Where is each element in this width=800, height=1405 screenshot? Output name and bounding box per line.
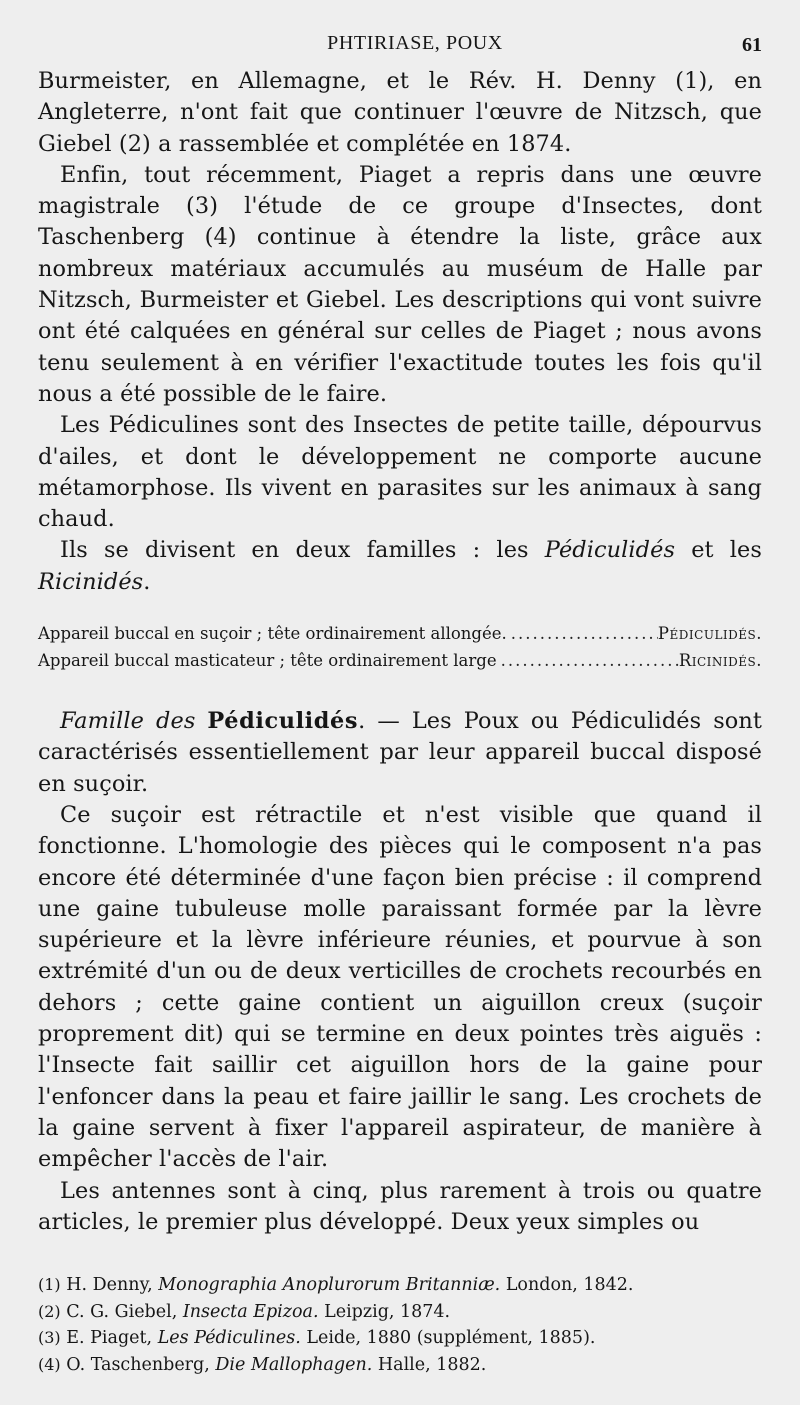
book-page (38, 28, 762, 1378)
family-heading-text: . — Les Poux ou Pédiculidés sont caractérisés essentiellement par leur appareil buccal disposé en suçoir. (38, 708, 762, 797)
footnote (38, 1325, 762, 1352)
footnote-work: Les Pédiculines. (157, 1328, 301, 1349)
footnote-rest: Leipzig, 1874. (318, 1301, 451, 1322)
footnote-marker: (4) (38, 1354, 61, 1374)
paragraph-sucoir: Ce suçoir est rétractile et n'est visible que quand il fonctionne. L'homologie des pièces qui le composent n'a pas encore été déterminée d'une façon bien précise : il comprend une gaine tubuleuse molle paraissant formée par la lèvre supérieure et la lèvre inférieure réunies, et pourvue à son extrémité d'un ou de deux verticilles de crochets recourbés en dehors ; cette gaine contient un aiguillon creux (suçoir proprement dit) qui se termine en deux pointes très aiguës : l'Insecte fait saillir cet aiguillon hors de la gaine pour l'enfoncer dans la peau et faire jaillir le sang. Les crochets de la gaine servent à fixer l'appareil aspirateur, de manière à empêcher l'accès de l'air. (38, 801, 762, 1173)
page-number: 61 (742, 34, 762, 56)
paragraph-pediculines-description: Les Pédiculines sont des Insectes de petite taille, dépourvus d'ailes, et dont le développement ne comporte aucune métamorphose. Ils vivent en parasites sur les animaux à sang chaud. (38, 412, 762, 533)
paragraph-antennes: Les antennes sont à cinq, plus rarement à trois ou quatre articles, le premier plus développé. Deux yeux simples ou (38, 1177, 762, 1235)
family-term-ricinides: Ricinidés (38, 568, 144, 595)
family-heading-prefix: Famille des (60, 708, 208, 735)
key-row (38, 620, 762, 647)
families-text-end: . (143, 568, 151, 595)
paragraph-denny-giebel: Burmeister, en Allemagne, et le Rév. H. Denny (1), en Angleterre, n'ont fait que continuer l'œuvre de Nitzsch, que Giebel (2) a rassemblée et complétée en 1874. (38, 68, 762, 157)
footnote-work: Die Mallophagen. (215, 1354, 373, 1375)
body-text (38, 66, 762, 1238)
footnotes (38, 1272, 762, 1378)
paragraph-family-pediculides (38, 706, 762, 800)
footnote-author: O. Taschenberg, (66, 1354, 216, 1375)
key-dot-leader (497, 647, 679, 674)
footnote-rest: London, 1842. (500, 1275, 634, 1296)
footnote-work: Monographia Anoplurorum Britanniæ. (158, 1275, 501, 1296)
paragraph-piaget: Enfin, tout récemment, Piaget a repris dans une œuvre magistrale (3) l'étude de ce groupe d'Insectes, dont Taschenberg (4) continue à étendre la liste, grâce aux nombreux matériaux accumulés au muséum de Halle par Nitzsch, Burmeister et Giebel. Les descriptions qui vont suivre ont été calquées en général sur celles de Piaget ; nous avons tenu seulement à en vérifier l'exactitude toutes les fois qu'il nous a été possible de le faire. (38, 161, 762, 407)
footnote (38, 1299, 762, 1326)
footnote-marker: (2) (38, 1301, 61, 1321)
footnote (38, 1272, 762, 1299)
footnote-marker: (1) (38, 1275, 61, 1295)
key-dot-leader (507, 620, 658, 647)
footnote-author: C. G. Giebel, (66, 1301, 183, 1322)
families-text-start: Ils se divisent en deux familles : les (60, 537, 545, 564)
footnote-rest: Leide, 1880 (supplément, 1885). (300, 1328, 596, 1349)
key-row (38, 647, 762, 674)
family-heading-name: Pédiculidés (207, 708, 359, 735)
footnote (38, 1352, 762, 1379)
key-description: Appareil buccal masticateur ; tête ordinairement large (38, 651, 497, 671)
paragraph-families (38, 535, 762, 598)
footnote-author: H. Denny, (66, 1275, 159, 1296)
key-result: Pédiculidés. (657, 624, 762, 644)
running-title: PHTIRIASE, POUX (327, 32, 503, 54)
footnote-author: E. Piaget, (66, 1328, 158, 1349)
family-term-pediculides: Pédiculidés (544, 537, 676, 564)
footnote-rest: Halle, 1882. (372, 1354, 487, 1375)
footnote-marker: (3) (38, 1328, 61, 1348)
families-text-mid: et les (675, 537, 762, 564)
identification-key (38, 620, 762, 674)
key-description: Appareil buccal en suçoir ; tête ordinairement allongée. (38, 624, 507, 644)
key-result: Ricinidés. (678, 651, 762, 671)
running-header (38, 28, 762, 66)
footnote-work: Insecta Epizoa. (182, 1301, 319, 1322)
